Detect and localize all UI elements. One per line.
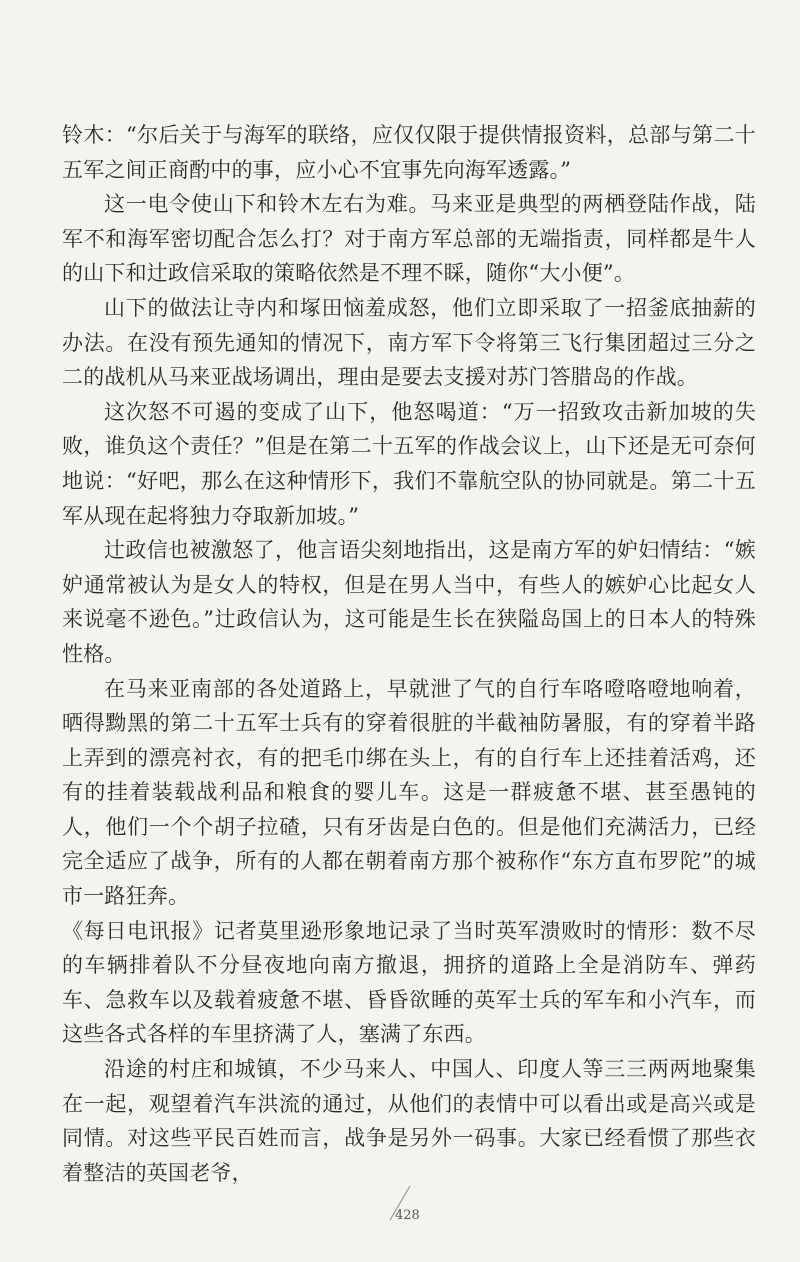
page-number: 428 [395, 1208, 420, 1223]
paragraph-4: 这次怒不可遏的变成了山下，他怒喝道：“万一招致攻击新加坡的失败，谁负这个责任？”但是在第二十五军的作战会议上，山下还是无可奈何地说：“好吧，那么在这种情形下，我们不靠航空队的协同就是。第二十五军从现在起将独力夺取新加坡。” [62, 399, 756, 528]
paragraph-1: 铃木：“尔后关于与海军的联络，应仅仅限于提供情报资料，总部与第二十五军之间正商酌中的事，应小心不宜事先向海军透露。” [62, 123, 756, 182]
paragraph-7: 《每日电讯报》记者莫里逊形象地记录了当时英军溃败时的情形：数不尽的车辆排着队不分昼夜地向南方撤退，拥挤的道路上全是消防车、弹药车、急救车以及载着疲惫不堪、昏昏欲睡的英军士兵的军车和小汽车，而这些各式各样的车里挤满了人，塞满了东西。 [62, 918, 756, 1047]
body-text [62, 118, 756, 1190]
paragraph-8: 沿途的村庄和城镇，不少马来人、中国人、印度人等三三两两地聚集在一起，观望着汽车洪流的通过，从他们的表情中可以看出或是高兴或是同情。对这些平民百姓而言，战争是另外一码事。大家已经看惯了那些衣着整洁的英国老爷， [62, 1057, 756, 1185]
paragraph-3: 山下的做法让寺内和塚田恼羞成怒，他们立即采取了一招釜底抽薪的办法。在没有预先通知的情况下，南方军下令将第三飞行集团超过三分之二的战机从马来亚战场调出，理由是要去支援对苏门答腊岛的作战。 [62, 295, 756, 390]
paragraph-6: 在马来亚南部的各处道路上，早就泄了气的自行车咯噔咯噔地响着，晒得黝黑的第二十五军士兵有的穿着很脏的半截袖防暑服，有的穿着半路上弄到的漂亮衬衣，有的把毛巾绑在头上，有的自行车上还挂着活鸡，还有的挂着装载战利品和粮食的婴儿车。这是一群疲惫不堪、甚至愚钝的人，他们一个个胡子拉碴，只有牙齿是白色的。但是他们充满活力，已经完全适应了战争，所有的人都在朝着南方那个被称作“东方直布罗陀”的城市一路狂奔。 [62, 676, 756, 909]
paragraph-5: 辻政信也被激怒了，他言语尖刻地指出，这是南方军的妒妇情结：“嫉妒通常被认为是女人的特权，但是在男人当中，有些人的嫉妒心比起女人来说毫不逊色。”辻政信认为，这可能是生长在狭隘岛国上的日本人的特殊性格。 [62, 538, 756, 666]
paragraph-2: 这一电令使山下和铃木左右为难。马来亚是典型的两栖登陆作战，陆军不和海军密切配合怎么打？对于南方军总部的无端指责，同样都是牛人的山下和辻政信采取的策略依然是不理不睬，随你“大小便”。 [62, 192, 756, 286]
